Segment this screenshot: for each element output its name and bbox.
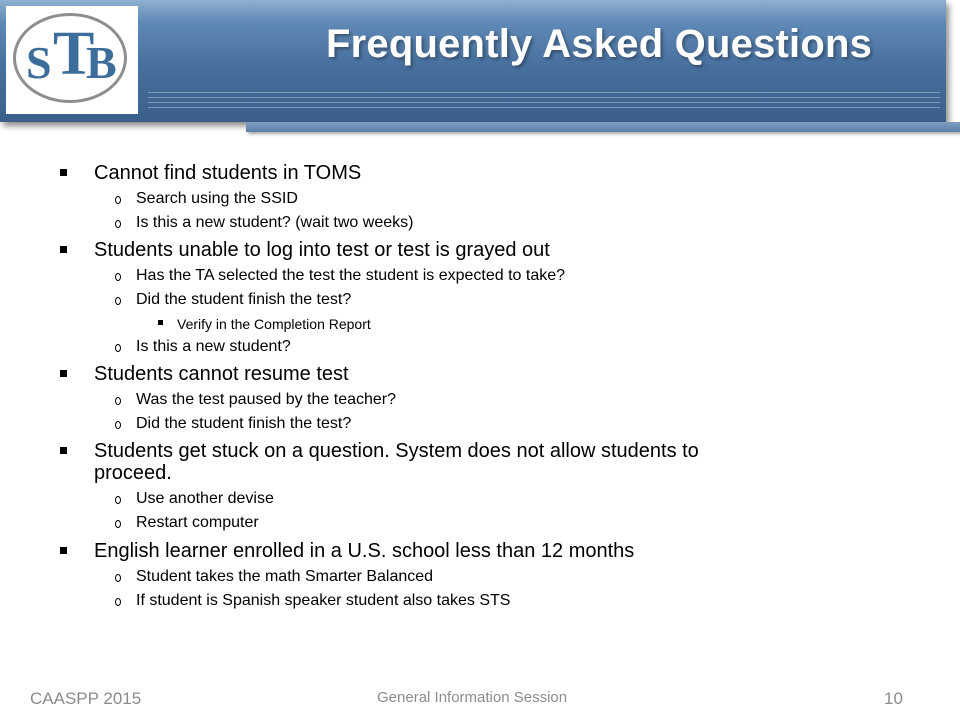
ring-bullet-icon	[115, 421, 121, 429]
footer-event-name: CAASPP 2015	[30, 689, 142, 708]
square-bullet-icon	[60, 547, 67, 554]
square-bullet-icon	[60, 370, 67, 377]
ring-bullet-icon	[115, 496, 121, 504]
ring-bullet-icon	[115, 344, 121, 352]
faq-item: English learner enrolled in a U.S. school less than 12 months	[94, 540, 635, 562]
faq-subitem: Student takes the math Smarter Balanced	[136, 568, 434, 585]
faq-subitem: Did the student finish the test?	[136, 415, 352, 432]
ring-bullet-icon	[115, 196, 121, 204]
faq-subsubitem: Verify in the Completion Report	[177, 316, 371, 332]
ring-bullet-icon	[115, 273, 121, 281]
logo-letter-t: T	[53, 20, 95, 88]
slide-number: 10	[884, 689, 903, 708]
ring-bullet-icon	[115, 297, 121, 305]
square-bullet-icon	[60, 246, 67, 253]
faq-subitem: Did the student finish the test?	[136, 291, 352, 308]
faq-subitem: Search using the SSID	[136, 190, 298, 207]
banner-decorative-lines	[148, 92, 940, 112]
ring-bullet-icon	[115, 574, 121, 582]
faq-item: Students unable to log into test or test is grayed out	[94, 239, 550, 261]
faq-subitem: Use another devise	[136, 490, 274, 507]
faq-subitem: Restart computer	[136, 514, 259, 531]
ring-bullet-icon	[115, 598, 121, 606]
square-bullet-icon	[60, 169, 67, 176]
square-bullet-icon	[60, 447, 67, 454]
footer-session-name: General Information Session	[377, 689, 568, 706]
faq-item-continuation: proceed.	[94, 462, 172, 484]
logo-letter-b: B	[86, 37, 117, 88]
faq-item: Cannot find students in TOMS	[94, 162, 362, 184]
faq-item: Students cannot resume test	[94, 363, 349, 385]
small-square-bullet-icon	[158, 320, 163, 325]
ring-bullet-icon	[115, 520, 121, 528]
faq-subitem: Has the TA selected the test the student is expected to take?	[136, 267, 566, 284]
ring-bullet-icon	[115, 397, 121, 405]
banner-accent-strip	[246, 122, 960, 132]
faq-item: Students get stuck on a question. System does not allow students to	[94, 440, 699, 462]
faq-subitem: Is this a new student?	[136, 338, 291, 355]
logo-letter-s: S	[26, 37, 52, 88]
faq-subitem: Is this a new student? (wait two weeks)	[136, 214, 414, 231]
stb-logo	[6, 6, 138, 114]
ring-bullet-icon	[115, 220, 121, 228]
faq-subitem: Was the test paused by the teacher?	[136, 391, 397, 408]
slide-title: Frequently Asked Questions	[326, 22, 873, 66]
faq-subitem: If student is Spanish speaker student also takes STS	[136, 592, 511, 609]
